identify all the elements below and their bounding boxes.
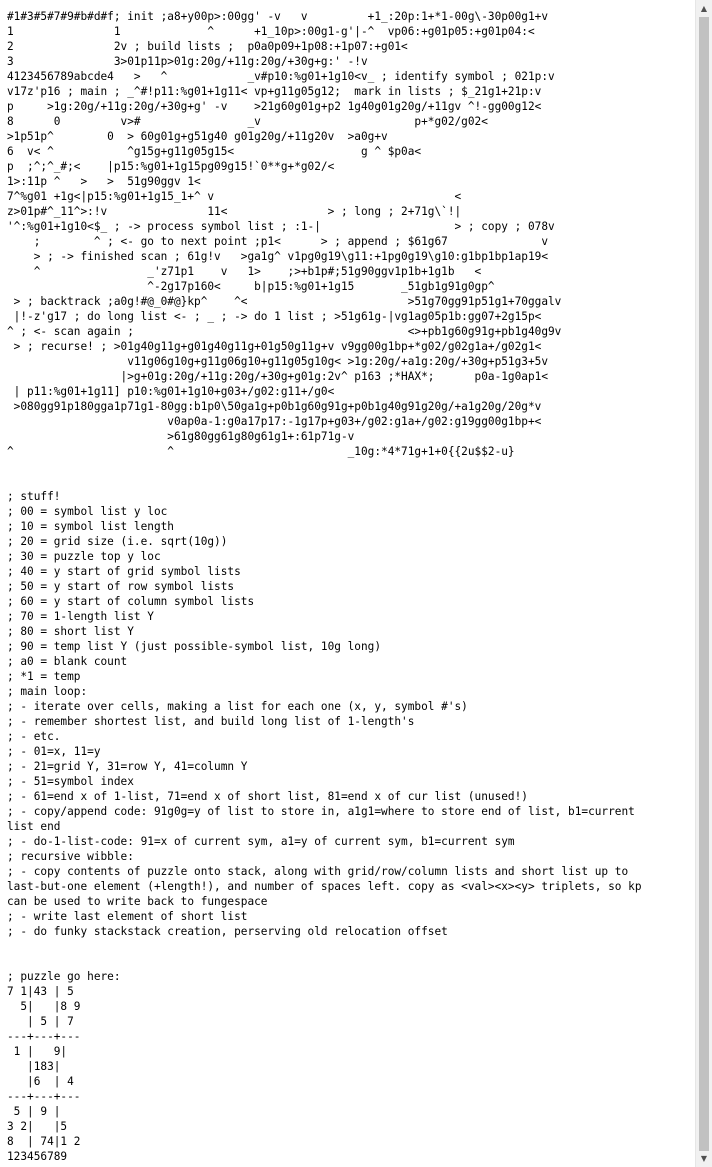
- code-line: 4123456789abcde4 > ^ _v#p10:%g01+1g10<v_ ; identify symbol ; 021p:v: [7, 70, 555, 83]
- arrow-down-icon[interactable]: ▼: [700, 1154, 708, 1163]
- code-line: ; *1 = temp: [7, 670, 81, 683]
- code-line: ; puzzle go here:: [7, 970, 121, 983]
- code-line: ; 00 = symbol list y loc: [7, 505, 168, 518]
- code-line: ; - copy/append code: 91g0g=y of list to store in, a1g1=where to store end of list, b1=current: [7, 805, 635, 818]
- code-line: | 5 | 7: [7, 1015, 74, 1028]
- code-line: ; - do funky stackstack creation, perserving old relocation offset: [7, 925, 448, 938]
- code-line: > ; -> finished scan ; 61g!v >ga1g^ v1pg0g19\g11:+1pg0g19\g10:g1bp1bp1ap19<: [7, 250, 548, 263]
- code-line: ; - remember shortest list, and build long list of 1-length's: [7, 715, 415, 728]
- code-line: ^ _'z71p1 v 1> ;>+b1p#;51g90ggv1p1b+1g1b <: [7, 265, 482, 278]
- code-line: 2 2v ; build lists ; p0a0p09+1p08:+1p07:+g01<: [7, 40, 408, 53]
- code-line: list end: [7, 820, 61, 833]
- code-line: ; a0 = blank count: [7, 655, 128, 668]
- code-line: 7^%g01 +1g<|p15:%g01+1g15_1+^ v <: [7, 190, 462, 203]
- code-line: ; ^ ; <- go to next point ;p1< > ; append ; $61g67 v: [7, 235, 548, 248]
- code-line: ; 20 = grid size (i.e. sqrt(10g)): [7, 535, 228, 548]
- code-line: > ; recurse! ; >01g40g11g+g01g40g11g+01g50g11g+v v9gg00g1bp+*g02/g02g1a+/g02g1<: [7, 340, 542, 353]
- code-line: 1>:11p ^ > > 51g90ggv 1<: [7, 175, 201, 188]
- code-line: ; - 21=grid Y, 31=row Y, 41=column Y: [7, 760, 248, 773]
- code-line: ; - 61=end x of 1-list, 71=end x of short list, 81=end x of cur list (unused!): [7, 790, 528, 803]
- code-line: > ; backtrack ;a0g!#@_0#@}kp^ ^< >51g70gg91p51g1+70ggalv: [7, 295, 562, 308]
- code-line: 7 1|43 | 5: [7, 985, 74, 998]
- code-line: v17z'p16 ; main ; _^#!p11:%g01+1g11< vp+g11g05g12; mark in lists ; $_21g1+21p:v: [7, 85, 542, 98]
- code-line: ; 40 = y start of grid symbol lists: [7, 565, 241, 578]
- code-line: p >1g:20g/+11g:20g/+30g+g' -v >21g60g01g+p2 1g40g01g20g/+11gv ^!-gg00g12<: [7, 100, 542, 113]
- code-line: 5 | 9 |: [7, 1105, 61, 1118]
- code-line: [7, 459, 695, 474]
- code-line: |>g+01g:20g/+11g:20g/+30g+g01g:2v^ p163 ;*HAX*; p0a-1g0ap1<: [7, 370, 548, 383]
- arrow-up-icon[interactable]: ▲: [700, 4, 708, 13]
- scrollbar-thumb[interactable]: [699, 17, 709, 1151]
- code-line: ; recursive wibble:: [7, 850, 134, 863]
- code-line: ; stuff!: [7, 490, 61, 503]
- code-line: ; 60 = y start of column symbol lists: [7, 595, 255, 608]
- code-line: ---+---+---: [7, 1030, 81, 1043]
- code-line: >61g80gg61g80g61g1+:61p71g-v: [7, 430, 355, 443]
- code-line: 8 0 v># _v p+*g02/g02<: [7, 115, 488, 128]
- code-line: can be used to write back to fungespace: [7, 895, 268, 908]
- code-line: p ;^;^_#;< |p15:%g01+1g15pg09g15!`0**g+*g02/<: [7, 160, 335, 173]
- code-line: | p11:%g01+1g11] p10:%g01+1g10+g03+/g02:g11+/g0<: [7, 385, 335, 398]
- code-line: ; - 01=x, 11=y: [7, 745, 101, 758]
- code-line: ; - etc.: [7, 730, 61, 743]
- code-line: ; main loop:: [7, 685, 88, 698]
- code-line: [7, 474, 695, 489]
- code-line: >080gg91p180gga1p71g1-80gg:b1p0\50ga1g+p0b1g60g91g+p0b1g40g91g20g/+a1g20g/20g*v: [7, 400, 542, 413]
- code-line: ; 70 = 1-length list Y: [7, 610, 154, 623]
- vertical-scrollbar[interactable]: [695, 0, 712, 1167]
- code-line: 5| |8 9: [7, 1000, 81, 1013]
- code-line: 3 2| |5: [7, 1120, 68, 1133]
- code-line: [7, 954, 695, 969]
- code-line: ; - copy contents of puzzle onto stack, along with grid/row/column lists and short list up to: [7, 865, 629, 878]
- code-line: 3 3>01p11p>01g:20g/+11g:20g/+30g+g:' -!v: [7, 55, 368, 68]
- code-line: >1p51p^ 0 > 60g01g+g51g40 g01g20g/+11g20v >a0g+v: [7, 130, 388, 143]
- code-line: ; - 51=symbol index: [7, 775, 134, 788]
- code-line: ^ ^ _10g:*4*71g+1+0{{2u$$2-u}: [7, 445, 515, 458]
- code-line: '^:%g01+1g10<$_ ; -> process symbol list ; :1-| > ; copy ; 078v: [7, 220, 555, 233]
- code-line: |6 | 4: [7, 1075, 74, 1088]
- code-line: ; - do-1-list-code: 91=x of current sym, a1=y of current sym, b1=current sym: [7, 835, 515, 848]
- code-line: ; 10 = symbol list length: [7, 520, 174, 533]
- code-line: 1 | 9|: [7, 1045, 68, 1058]
- code-line: v11g06g10g+g11g06g10+g11g05g10g< >1g:20g/+a1g:20g/+30g+p51g3+5v: [7, 355, 548, 368]
- code-line: ; 50 = y start of row symbol lists: [7, 580, 235, 593]
- code-line: ; - write last element of short list: [7, 910, 248, 923]
- code-line: v0ap0a-1:g0a17p17:-1g17p+g03+/g02:g1a+/g02:g19gg00g1bp+<: [7, 415, 542, 428]
- code-line: 123456789: [7, 1150, 68, 1163]
- code-line: #1#3#5#7#9#b#d#f; init ;a8+y00p>:00gg' -v v +1_:20p:1+*1-00g\-30p00g1+v: [7, 10, 548, 23]
- code-line: ---+---+---: [7, 1090, 81, 1103]
- code-line: ^-2g17p160< b|p15:%g01+1g15 _51gb1g91g0gp^: [7, 280, 495, 293]
- code-line: ; 30 = puzzle top y loc: [7, 550, 161, 563]
- code-line: ^ ; <- scan again ; <>+pb1g60g91g+pb1g40g9v: [7, 325, 562, 338]
- code-line: ; 80 = short list Y: [7, 625, 134, 638]
- code-line: 8 | 74|1 2: [7, 1135, 81, 1148]
- code-line: ; - iterate over cells, making a list for each one (x, y, symbol #'s): [7, 700, 468, 713]
- code-line: 1 1 ^ +1_10p>:00g1-g'|-^ vp06:+g01p05:+g01p04:<: [7, 25, 535, 38]
- code-line: ; 90 = temp list Y (just possible-symbol list, 10g long): [7, 640, 382, 653]
- code-line: 6 v< ^ ^g15g+g11g05g15< g ^ $p0a<: [7, 145, 422, 158]
- code-line: z>01p#^_11^>:!v 11< > ; long ; 2+71g\`!|: [7, 205, 462, 218]
- code-line: |!-z'g17 ; do long list <- ; _ ; -> do 1 list ; >51g61g-|vg1ag05p1b:gg07+2g15p<: [7, 310, 542, 323]
- code-line: [7, 939, 695, 954]
- code-line: |183|: [7, 1060, 61, 1073]
- code-line: last-but-one element (+length!), and number of spaces left. copy as <val><x><y> triplets, so kp: [7, 880, 642, 893]
